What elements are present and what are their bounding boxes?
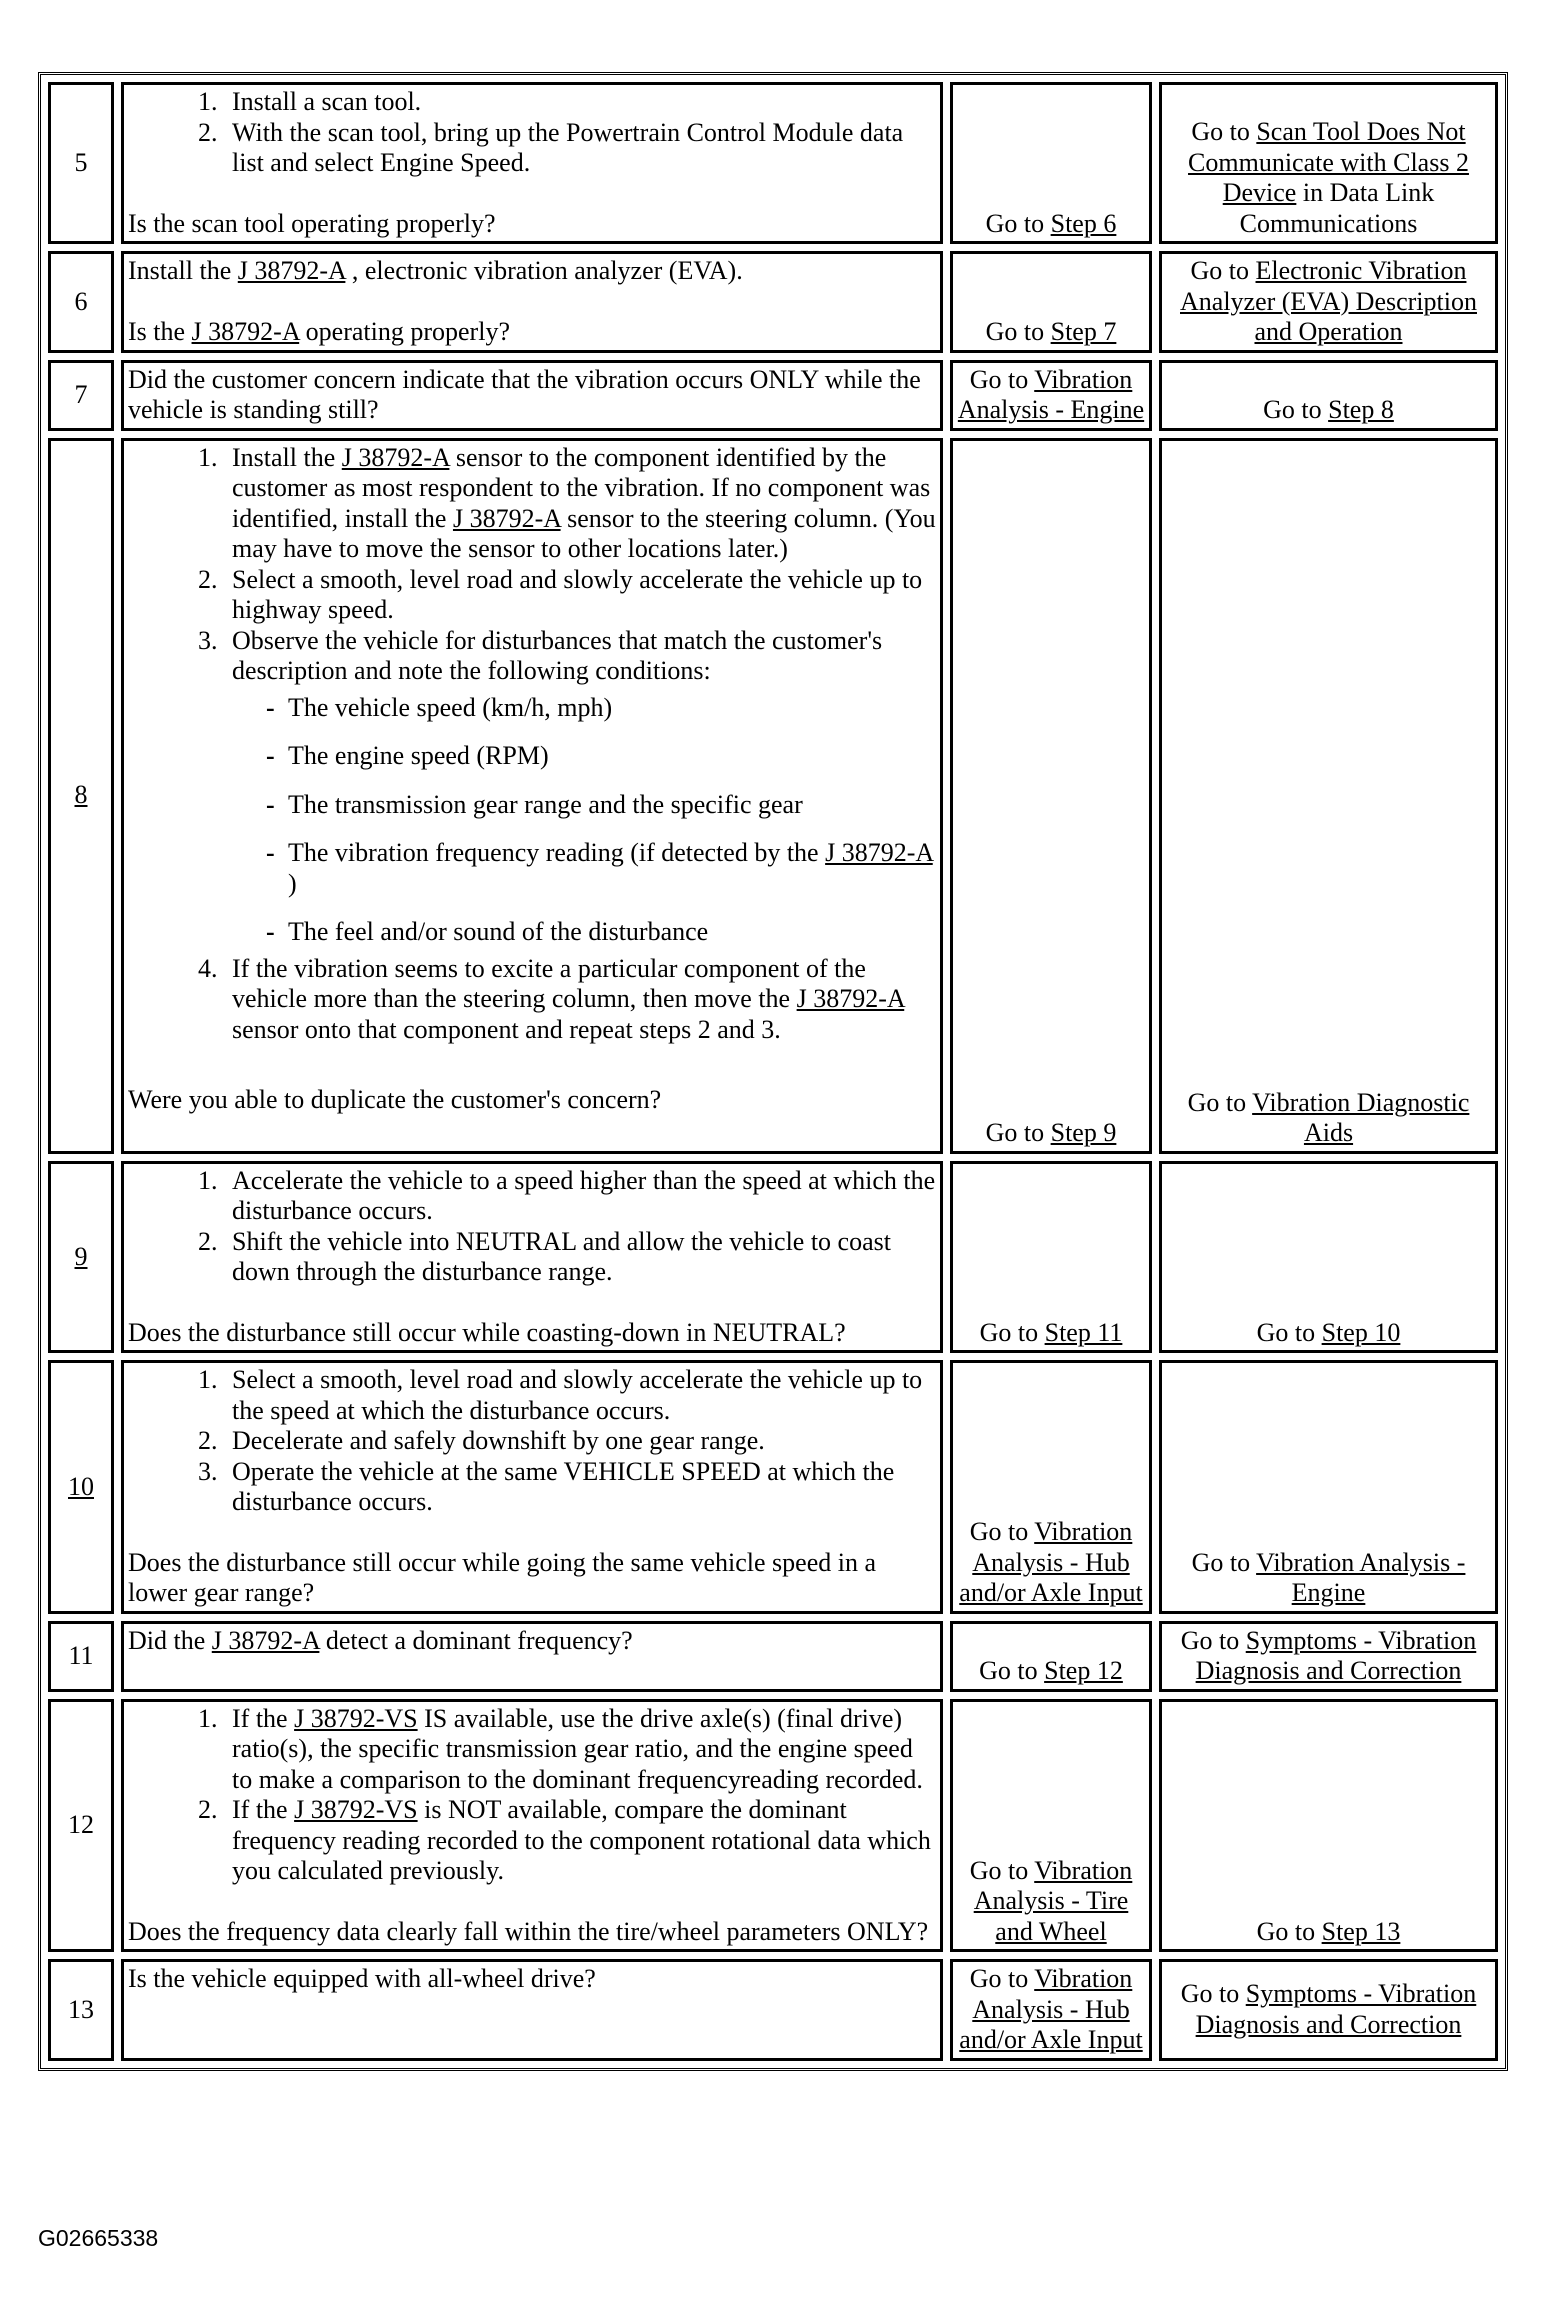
step-number: 7: [48, 360, 114, 431]
diagnostic-steps-table: [38, 72, 1508, 2071]
step-link[interactable]: Step 12: [1044, 1656, 1123, 1685]
instruction-item: 3. Observe the vehicle for disturbances that match the customer's description and note the following conditions: - The vehicle speed (km/h, mph) - The engine speed (RPM) - The transmission gear range and the specific gear - The vibration frequency reading (if detected by the J 38792-A ) - The feel and/or sound of the disturbance: [224, 626, 936, 948]
question-text: Does the disturbance still occur while coasting-down in NEUTRAL?: [128, 1317, 846, 1347]
yes-cell: Go to Step 11: [950, 1161, 1152, 1354]
tool-link[interactable]: J 38792-A: [237, 256, 346, 285]
yes-cell: Go to Vibration Analysis - Hub and/or Axle Input: [950, 1360, 1152, 1614]
action-cell: [121, 1360, 943, 1614]
instruction-item: 1. If the J 38792-VS IS available, use the drive axle(s) (final drive) ratio(s), the specific transmission gear ratio, and the engine speed to make a comparison to the dominant frequencyreading recorded.: [224, 1704, 936, 1796]
condition-item: - The vibration frequency reading (if detected by the J 38792-A ): [232, 838, 936, 899]
instruction-list: [128, 443, 936, 1046]
step-number-link[interactable]: 8: [74, 780, 88, 810]
tool-link[interactable]: J 38792-A: [191, 316, 300, 346]
procedure-link[interactable]: Scan Tool Does Not Communicate with Class 2 Device: [1188, 117, 1469, 207]
no-cell: Go to Symptoms - Vibration Diagnosis and Correction: [1159, 1959, 1498, 2061]
condition-item: - The engine speed (RPM): [232, 741, 936, 772]
condition-item: - The vehicle speed (km/h, mph): [232, 693, 936, 724]
no-cell: Go to Step 13: [1159, 1699, 1498, 1953]
step-number: [48, 1360, 114, 1614]
no-cell: Go to Electronic Vibration Analyzer (EVA) Description and Operation: [1159, 251, 1498, 353]
instruction-item: 2. Select a smooth, level road and slowly accelerate the vehicle up to highway speed.: [224, 565, 936, 626]
step-link[interactable]: Step 9: [1050, 1118, 1117, 1147]
table-row: [48, 438, 1498, 1154]
instruction-list: [128, 1365, 936, 1518]
step-link[interactable]: Step 6: [1050, 208, 1117, 238]
question-text: Did the J 38792-A detect a dominant frequency?: [128, 1625, 633, 1655]
tool-link[interactable]: J 38792-VS: [294, 1703, 418, 1733]
step-number-link[interactable]: 9: [74, 1241, 88, 1271]
question-text: Is the J 38792-A operating properly?: [128, 316, 510, 346]
action-cell: [121, 1621, 943, 1692]
procedure-link[interactable]: Symptoms - Vibration Diagnosis and Correction: [1195, 1979, 1477, 2039]
no-cell: Go to Symptoms - Vibration Diagnosis and Correction: [1159, 1621, 1498, 1692]
procedure-link[interactable]: Vibration Analysis - Engine: [957, 364, 1145, 424]
procedure-link[interactable]: Vibration Analysis - Tire and Wheel: [973, 1855, 1133, 1946]
table-row: [48, 82, 1498, 244]
instruction-item: 1. Install the J 38792-A sensor to the component identified by the customer as most respondent to the vibration. If no component was identified, install the J 38792-A sensor to the steering column. (You may have to move the sensor to other locations later.): [224, 443, 936, 565]
step-number: 6: [48, 251, 114, 353]
action-cell: [121, 360, 943, 431]
tool-link[interactable]: J 38792-VS: [294, 1795, 418, 1824]
table-row: [48, 1360, 1498, 1614]
question-text: Does the frequency data clearly fall within the tire/wheel parameters ONLY?: [128, 1916, 929, 1946]
instruction-item: 2. Shift the vehicle into NEUTRAL and allow the vehicle to coast down through the disturbance range.: [224, 1227, 936, 1288]
step-link[interactable]: Step 8: [1328, 395, 1394, 424]
table-row: [48, 1959, 1498, 2061]
no-cell: Go to Vibration Analysis - Engine: [1159, 1360, 1498, 1614]
action-cell: [121, 438, 943, 1154]
action-cell: [121, 251, 943, 353]
yes-cell: Go to Step 7: [950, 251, 1152, 353]
instruction-item: 1. Select a smooth, level road and slowly accelerate the vehicle up to the speed at which the disturbance occurs.: [224, 1365, 936, 1426]
yes-cell: Go to Vibration Analysis - Hub and/or Axle Input: [950, 1959, 1152, 2061]
procedure-link[interactable]: Vibration Analysis - Engine: [1256, 1547, 1466, 1607]
tool-link[interactable]: J 38792-A: [211, 1625, 320, 1655]
figure-id: G02665338: [38, 2225, 159, 2251]
instruction-item: 3. Operate the vehicle at the same VEHICLE SPEED at which the disturbance occurs.: [224, 1457, 936, 1518]
question-text: Is the vehicle equipped with all-wheel drive?: [128, 1964, 596, 1993]
instruction-item: 1. Accelerate the vehicle to a speed higher than the speed at which the disturbance occurs.: [224, 1166, 936, 1227]
step-number: 12: [48, 1699, 114, 1953]
condition-item: - The transmission gear range and the specific gear: [232, 790, 936, 821]
no-cell: Go to Vibration Diagnostic Aids: [1159, 438, 1498, 1154]
procedure-link[interactable]: Vibration Analysis - Hub and/or Axle Input: [959, 1964, 1143, 2054]
action-cell: [121, 1699, 943, 1953]
table-row: [48, 360, 1498, 431]
conditions-list: [232, 693, 936, 948]
question-text: Were you able to duplicate the customer's concern?: [128, 1085, 662, 1114]
tool-link[interactable]: J 38792-A: [796, 984, 905, 1013]
tool-link[interactable]: J 38792-A: [341, 442, 450, 472]
instruction-item: 2. If the J 38792-VS is NOT available, compare the dominant frequency reading recorded to the component rotational data which you calculated previously.: [224, 1795, 936, 1887]
tool-link[interactable]: J 38792-A: [452, 503, 561, 533]
procedure-link[interactable]: Vibration Diagnostic Aids: [1252, 1087, 1470, 1147]
action-cell: [121, 1959, 943, 2061]
yes-cell: Go to Step 6: [950, 82, 1152, 244]
step-link[interactable]: Step 11: [1044, 1317, 1123, 1347]
procedure-link[interactable]: Symptoms - Vibration Diagnosis and Correction: [1195, 1625, 1477, 1685]
procedure-link[interactable]: Electronic Vibration Analyzer (EVA) Description and Operation: [1180, 256, 1477, 346]
instruction-list: [128, 87, 936, 179]
instruction-item: 2. With the scan tool, bring up the Powertrain Control Module data list and select Engine Speed.: [224, 118, 936, 179]
instruction-item: 1. Install a scan tool.: [224, 87, 936, 118]
yes-cell: Go to Step 9: [950, 438, 1152, 1154]
diagnostic-document: [38, 72, 1508, 2071]
no-cell: Go to Scan Tool Does Not Communicate with Class 2 Device in Data Link Communications: [1159, 82, 1498, 244]
instruction-list: [128, 1704, 936, 1887]
table-row: [48, 1621, 1498, 1692]
instruction-item: 2. Decelerate and safely downshift by one gear range.: [224, 1426, 936, 1457]
question-text: Is the scan tool operating properly?: [128, 208, 496, 238]
no-cell: Go to Step 8: [1159, 360, 1498, 431]
table-row: [48, 1699, 1498, 1953]
condition-item: - The feel and/or sound of the disturbance: [232, 917, 936, 948]
step-number: 11: [48, 1621, 114, 1692]
table-row: [48, 251, 1498, 353]
action-cell: [121, 1161, 943, 1354]
yes-cell: Go to Vibration Analysis - Tire and Wheel: [950, 1699, 1152, 1953]
step-link[interactable]: Step 13: [1321, 1916, 1401, 1946]
instruction-list: [128, 1166, 936, 1288]
question-text: Did the customer concern indicate that the vibration occurs ONLY while the vehicle is standing still?: [128, 364, 921, 424]
action-cell: [121, 82, 943, 244]
step-number: [48, 438, 114, 1154]
step-link[interactable]: Step 10: [1321, 1317, 1401, 1347]
procedure-link[interactable]: Vibration Analysis - Hub and/or Axle Input: [959, 1517, 1143, 1607]
yes-cell: Go to Step 12: [950, 1621, 1152, 1692]
yes-cell: Go to Vibration Analysis - Engine: [950, 360, 1152, 431]
table-row: [48, 1161, 1498, 1354]
step-number-link[interactable]: 10: [68, 1471, 94, 1501]
step-link[interactable]: Step 7: [1050, 317, 1117, 346]
step-number: 13: [48, 1959, 114, 2061]
instruction-text: Install the J 38792-A , electronic vibration analyzer (EVA).: [128, 256, 743, 285]
step-number: [48, 1161, 114, 1354]
instruction-item: 4. If the vibration seems to excite a particular component of the vehicle more than the steering column, then move the J 38792-A sensor onto that component and repeat steps 2 and 3.: [224, 954, 936, 1046]
tool-link[interactable]: J 38792-A: [825, 838, 933, 867]
step-number: 5: [48, 82, 114, 244]
question-text: Does the disturbance still occur while going the same vehicle speed in a lower gear range?: [128, 1547, 876, 1607]
no-cell: Go to Step 10: [1159, 1161, 1498, 1354]
